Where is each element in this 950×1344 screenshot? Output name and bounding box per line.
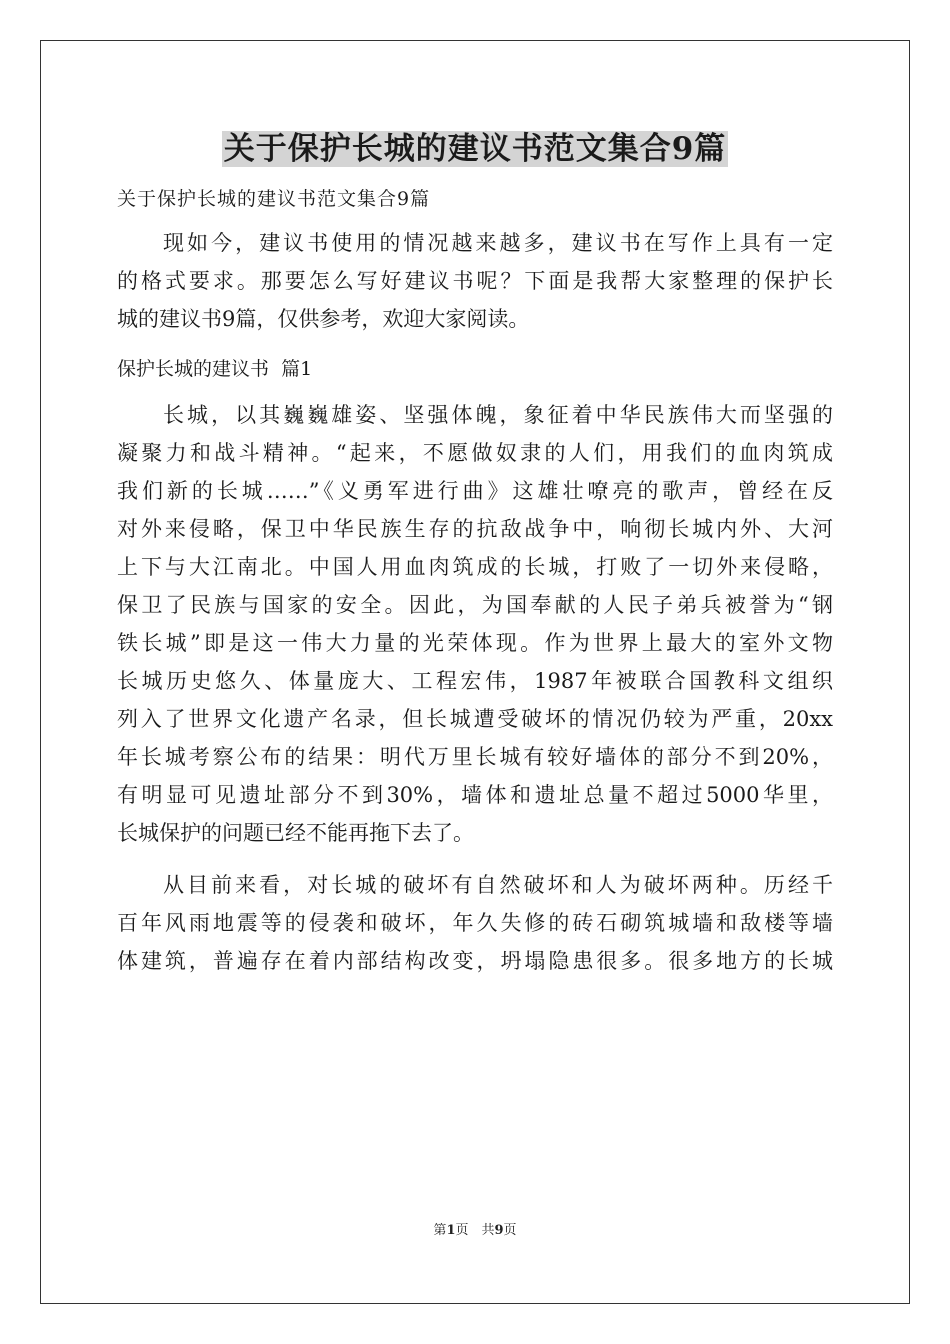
document-title <box>0 124 950 174</box>
intro-paragraph <box>117 224 833 338</box>
paragraph-gap <box>117 852 833 866</box>
footer-page-total: 9 <box>494 1223 504 1238</box>
paragraph-line: 百年风雨地震等的侵袭和破坏，年久失修的砖石砌筑城墙和敌楼等墙 <box>117 911 833 935</box>
paragraph-line: 从目前来看，对长城的破坏有自然破坏和人为破坏两种。历经千 <box>163 873 833 897</box>
body-paragraph-2 <box>117 866 833 980</box>
section-heading: 保护长城的建议书 篇1 <box>117 358 313 380</box>
intro-line: 现如今，建议书使用的情况越来越多，建议书在写作上具有一定 <box>163 231 833 255</box>
paragraph-line: 有明显可见遗址部分不到30%，墙体和遗址总量不超过5000华里， <box>117 783 833 807</box>
body-paragraph-1 <box>117 396 833 852</box>
paragraph-line: 长城，以其巍巍雄姿、坚强体魄，象征着中华民族伟大而坚强的 <box>163 403 833 427</box>
paragraph-line: 铁长城”即是这一伟大力量的光荣体现。作为世界上最大的室外文物 <box>117 631 833 655</box>
paragraph-line: 长城历史悠久、体量庞大、工程宏伟，1987年被联合国教科文组织 <box>117 669 833 693</box>
footer-page-suffix: 页 <box>503 1223 517 1238</box>
footer-page-prefix: 第 <box>433 1223 447 1238</box>
document-subtitle: 关于保护长城的建议书范文集合9篇 <box>117 188 431 210</box>
page-footer <box>0 1219 950 1238</box>
paragraph-line: 上下与大江南北。中国人用血肉筑成的长城，打败了一切外来侵略， <box>117 555 833 579</box>
paragraph-line: 长城保护的问题已经不能再拖下去了。 <box>117 821 474 845</box>
paragraph-line: 列入了世界文化遗产名录，但长城遭受破坏的情况仍较为严重，20xx <box>117 707 833 731</box>
paragraph-line: 年长城考察公布的结果：明代万里长城有较好墙体的部分不到20%， <box>117 745 833 769</box>
footer-page-mid: 页 共 <box>455 1223 495 1238</box>
document-body <box>117 180 833 980</box>
intro-line: 的格式要求。那要怎么写好建议书呢？下面是我帮大家整理的保护长 <box>117 269 833 293</box>
document-title-text: 关于保护长城的建议书范文集合9篇 <box>223 131 727 167</box>
paragraph-line: 对外来侵略，保卫中华民族生存的抗敌战争中，响彻长城内外、大河 <box>117 517 833 541</box>
paragraph-line: 保卫了民族与国家的安全。因此，为国奉献的人民子弟兵被誉为“钢 <box>117 593 833 617</box>
paragraph-line: 体建筑，普遍存在着内部结构改变，坍塌隐患很多。很多地方的长城 <box>117 949 833 973</box>
paragraph-line: 凝聚力和战斗精神。“起来，不愿做奴隶的人们，用我们的血肉筑成 <box>117 441 833 465</box>
footer-page-current: 1 <box>446 1223 456 1238</box>
paragraph-line: 我们新的长城……”《义勇军进行曲》这雄壮嘹亮的歌声，曾经在反 <box>117 479 833 503</box>
intro-line: 城的建议书9篇，仅供参考，欢迎大家阅读。 <box>117 307 530 331</box>
